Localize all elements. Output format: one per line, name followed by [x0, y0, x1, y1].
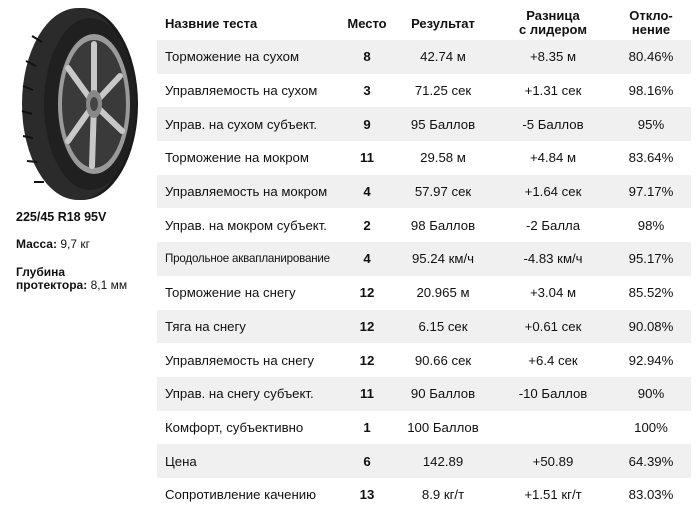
- test-name-cell: Управ. на сухом субъект.: [165, 116, 318, 132]
- deviation-cell: 95.17%: [628, 251, 674, 267]
- test-name-cell: Продольное аквапланирование: [165, 252, 330, 266]
- table-row: [157, 310, 691, 344]
- table-row: [157, 242, 691, 276]
- difference-cell: +1.31 сек: [524, 83, 582, 99]
- place-cell: 3: [363, 83, 371, 99]
- table-row: [157, 444, 691, 478]
- difference-cell: -10 Баллов: [518, 386, 588, 402]
- table-row: [157, 74, 691, 108]
- place-cell: 11: [360, 150, 374, 166]
- deviation-cell: 95%: [637, 116, 665, 132]
- difference-cell: +1.51 кг/т: [524, 487, 582, 503]
- test-name-cell: Сопротивление качению: [165, 487, 317, 503]
- difference-cell: +3.04 м: [529, 285, 577, 301]
- table-row: [157, 107, 691, 141]
- header-test-name: Назвние теста: [165, 16, 258, 30]
- place-cell: 12: [359, 318, 375, 334]
- test-name-cell: Управляемость на сухом: [165, 83, 318, 99]
- depth-label-line2: протектора:: [16, 278, 88, 292]
- tire-mass: [16, 238, 90, 251]
- place-cell: 8: [363, 49, 371, 65]
- result-cell: 8.9 кг/т: [421, 487, 465, 503]
- place-cell: 13: [359, 487, 375, 503]
- difference-cell: +4.84 м: [529, 150, 577, 166]
- table-row: [157, 208, 691, 242]
- tread-depth: [16, 266, 127, 292]
- place-cell: 6: [363, 453, 371, 469]
- result-cell: 42.74 м: [420, 49, 466, 65]
- difference-cell: -5 Баллов: [522, 116, 584, 132]
- deviation-cell: 92.94%: [628, 352, 674, 368]
- table-row: [157, 411, 691, 445]
- header-place: Место: [347, 15, 387, 31]
- result-cell: 6.15 сек: [418, 318, 468, 334]
- deviation-cell: 83.64%: [628, 150, 674, 166]
- result-cell: 98 Баллов: [410, 217, 476, 233]
- header-deviation-line1: Откло-: [629, 8, 673, 23]
- result-cell: 29.58 м: [420, 150, 466, 166]
- result-cell: 95 Баллов: [410, 116, 476, 132]
- deviation-cell: 100%: [634, 419, 668, 435]
- deviation-cell: 97.17%: [628, 184, 674, 200]
- table-row: [157, 141, 691, 175]
- header-deviation: [611, 9, 691, 37]
- deviation-cell: 90.08%: [628, 318, 674, 334]
- table-row: [157, 175, 691, 209]
- mass-label: Масса:: [16, 237, 57, 251]
- difference-cell: +50.89: [532, 453, 574, 469]
- place-cell: 1: [363, 419, 371, 435]
- place-cell: 2: [363, 217, 371, 233]
- difference-cell: +1.64 сек: [524, 184, 582, 200]
- header-result: Результат: [411, 15, 475, 31]
- test-name-cell: Тяга на снегу: [165, 318, 246, 334]
- result-cell: 20.965 м: [416, 285, 470, 301]
- difference-cell: -2 Балла: [525, 217, 581, 233]
- result-cell: 71.25 сек: [414, 83, 472, 99]
- place-cell: 4: [363, 184, 371, 200]
- deviation-cell: 64.39%: [628, 453, 674, 469]
- depth-label-line1: Глубина: [16, 265, 66, 279]
- place-cell: 9: [363, 116, 371, 132]
- result-cell: 100 Баллов: [407, 419, 479, 435]
- result-cell: 57.97 сек: [414, 184, 472, 200]
- difference-cell: +0.61 сек: [524, 318, 582, 334]
- result-cell: 90.66 сек: [414, 352, 472, 368]
- deviation-cell: 90%: [637, 386, 665, 402]
- test-name-cell: Управ. на мокром субъект.: [165, 217, 327, 233]
- result-cell: 90 Баллов: [410, 386, 476, 402]
- place-cell: 4: [363, 251, 371, 267]
- test-name-cell: Управ. на снегу субъект.: [165, 386, 314, 402]
- table-row: [157, 377, 691, 411]
- test-name-cell: Торможение на снегу: [165, 285, 296, 301]
- deviation-cell: 83.03%: [628, 487, 674, 503]
- deviation-cell: 80.46%: [628, 49, 674, 65]
- deviation-cell: 85.52%: [628, 285, 674, 301]
- mass-value: 9,7 кг: [60, 237, 90, 251]
- test-results-table: [157, 6, 691, 512]
- table-row: [157, 343, 691, 377]
- test-name-cell: Торможение на сухом: [165, 49, 300, 65]
- table-header: [157, 6, 691, 40]
- table-row: [157, 276, 691, 310]
- test-name-cell: Торможение на мокром: [165, 150, 309, 166]
- header-deviation-line2: нение: [631, 22, 671, 37]
- place-cell: 12: [359, 352, 375, 368]
- tire-size: 225/45 R18 95V: [16, 210, 107, 224]
- tire-info-panel: [0, 0, 155, 523]
- depth-value: 8,1 мм: [90, 278, 128, 292]
- difference-cell: +8.35 м: [529, 49, 577, 65]
- table-row: [157, 40, 691, 74]
- result-cell: 142.89: [422, 453, 464, 469]
- test-name-cell: Комфорт, субъективно: [165, 419, 304, 435]
- place-cell: 11: [360, 386, 374, 402]
- deviation-cell: 98.16%: [628, 83, 674, 99]
- test-name-cell: Управляемость на мокром: [165, 184, 328, 200]
- header-difference: [495, 9, 611, 37]
- table-body: [157, 40, 691, 512]
- difference-cell: -4.83 км/ч: [523, 251, 583, 267]
- deviation-cell: 98%: [637, 217, 665, 233]
- header-difference-line2: с лидером: [519, 22, 587, 37]
- test-name-cell: Управляемость на снегу: [165, 352, 314, 368]
- test-name-cell: Цена: [165, 453, 197, 469]
- result-cell: 95.24 км/ч: [411, 251, 475, 267]
- place-cell: 12: [359, 285, 375, 301]
- header-difference-line1: Разница: [526, 8, 580, 23]
- difference-cell: +6.4 сек: [528, 352, 578, 368]
- table-row: [157, 478, 691, 512]
- tire-image: [12, 6, 140, 202]
